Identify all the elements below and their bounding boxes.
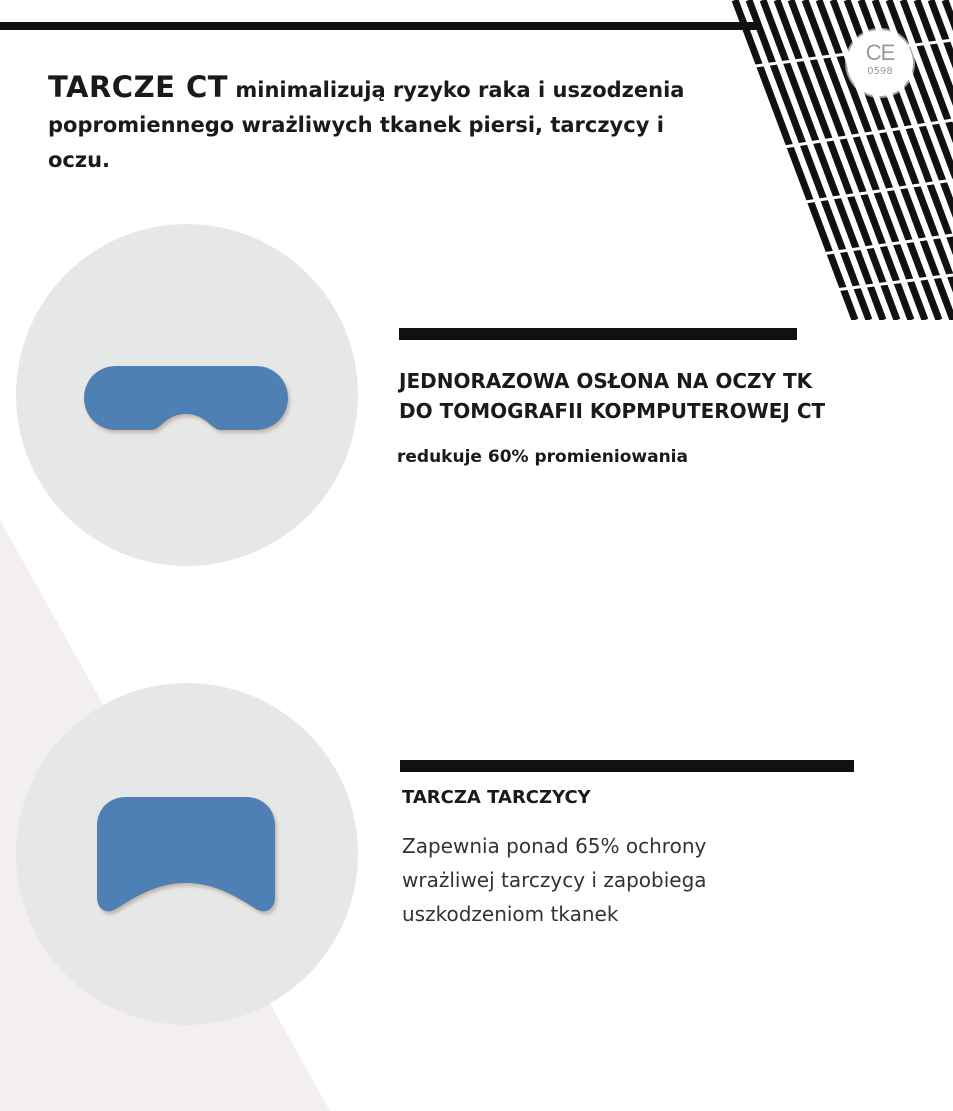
product-2-desc-line-2: wrażliwej tarczycy i zapobiega bbox=[402, 868, 707, 892]
headline-brand: TARCZE CT bbox=[48, 70, 229, 104]
eye-shield-icon bbox=[16, 224, 358, 566]
product-2-desc-line-3: uszkodzeniom tkanek bbox=[402, 902, 619, 926]
product-2-desc-line-1: Zapewnia ponad 65% ochrony bbox=[402, 834, 707, 858]
product-circle-thyroid-shield bbox=[16, 683, 358, 1025]
ce-certification-badge bbox=[847, 30, 913, 96]
product-2-description bbox=[402, 829, 707, 931]
product-1-divider-bar bbox=[399, 328, 797, 340]
decorative-stripes bbox=[725, 0, 953, 320]
product-1-title-line-1: JEDNORAZOWA OSŁONA NA OCZY TK bbox=[399, 369, 813, 393]
product-circle-eye-shield bbox=[16, 224, 358, 566]
product-1-title-line-2: DO TOMOGRAFII KOPMPUTEROWEJ CT bbox=[399, 399, 826, 423]
ce-mark: CE bbox=[865, 40, 895, 65]
product-2-divider-bar bbox=[400, 760, 854, 772]
ce-notified-body-number: 0598 bbox=[867, 66, 893, 77]
product-1-title bbox=[399, 366, 825, 426]
product-1-note: redukuje 60% promieniowania bbox=[397, 447, 688, 467]
headline-tagline: minimalizują ryzyko raka i uszodzenia popromiennego wrażliwych tkanek piersi, tarczycy i oczu. bbox=[48, 78, 685, 172]
thyroid-shield-icon bbox=[16, 683, 358, 1025]
product-2-title: TARCZA TARCZYCY bbox=[402, 787, 591, 808]
page-headline bbox=[48, 70, 708, 178]
top-divider-bar bbox=[0, 22, 760, 30]
